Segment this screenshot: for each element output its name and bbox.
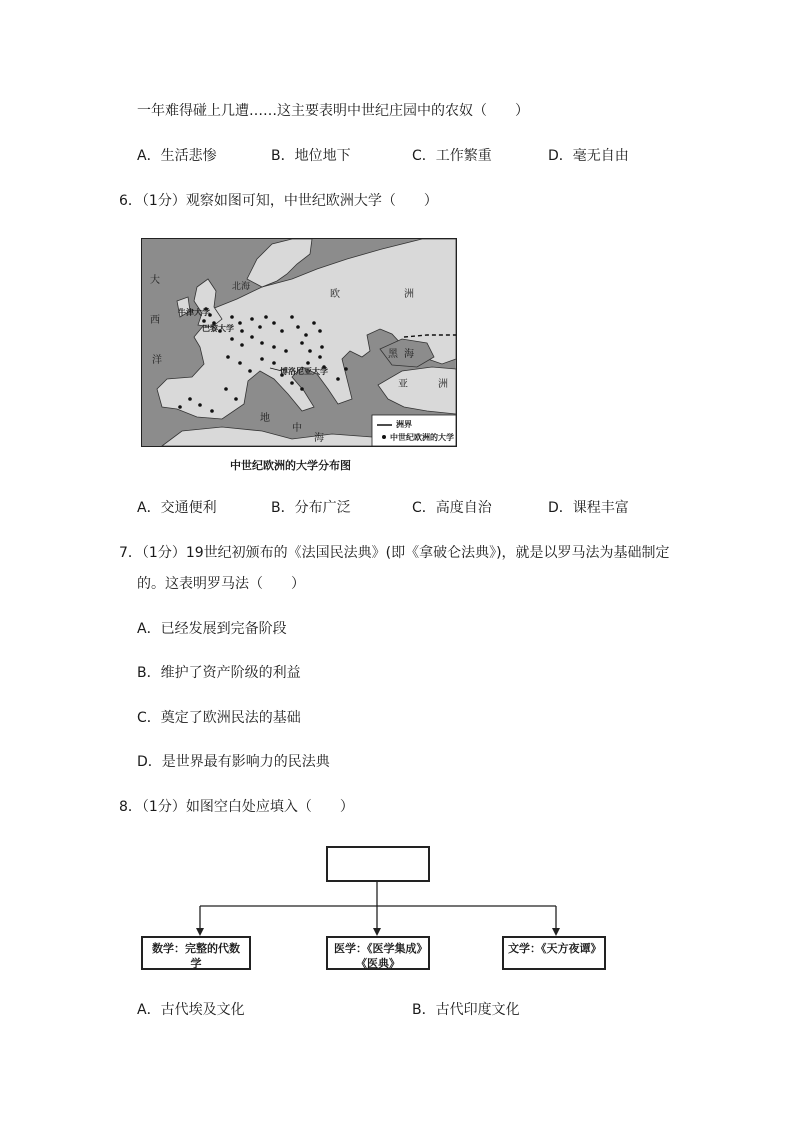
university-dot bbox=[210, 409, 214, 413]
q6-option-a[interactable]: A．交通便利 bbox=[137, 500, 217, 516]
q7-option-c[interactable]: C．奠定了欧洲民法的基础 bbox=[137, 710, 301, 726]
map-legend-border-label: 洲界 bbox=[396, 420, 412, 429]
q7-stem-line1: 7．（1分）19世纪初颁布的《法国民法典》(即《拿破仑法典》)，就是以罗马法为基础制定 bbox=[119, 545, 670, 561]
map-label-bologna: 博洛尼亚大学 bbox=[280, 367, 328, 376]
map-graphic bbox=[142, 239, 456, 446]
map-caption: 中世纪欧洲的大学分布图 bbox=[230, 459, 351, 472]
university-dot bbox=[178, 405, 182, 409]
university-dot bbox=[230, 315, 234, 319]
university-dot bbox=[198, 403, 202, 407]
university-dot bbox=[304, 333, 308, 337]
university-dot bbox=[306, 361, 310, 365]
university-dot bbox=[264, 315, 268, 319]
university-dot bbox=[234, 397, 238, 401]
q5-option-b[interactable]: B．地位地下 bbox=[271, 148, 351, 164]
university-dot bbox=[336, 377, 340, 381]
diagram-literature-text: 文学：《天方夜谭》 bbox=[508, 942, 602, 955]
q5-option-d[interactable]: D．毫无自由 bbox=[548, 148, 629, 164]
university-dot bbox=[250, 335, 254, 339]
map-label-atlantic-3: 洋 bbox=[152, 355, 162, 366]
university-dot bbox=[300, 387, 304, 391]
q5-option-c[interactable]: C．工作繁重 bbox=[412, 148, 492, 164]
q8-option-b[interactable]: B．古代印度文化 bbox=[412, 1002, 520, 1018]
q7-option-d[interactable]: D．是世界最有影响力的民法典 bbox=[137, 754, 330, 770]
university-dot bbox=[318, 329, 322, 333]
q8-option-a[interactable]: A．古代埃及文化 bbox=[137, 1002, 245, 1018]
university-dot bbox=[224, 387, 228, 391]
map-label-atlantic-1: 大 bbox=[150, 275, 160, 286]
map-label-europe-1: 欧 bbox=[330, 289, 340, 300]
q6-option-d[interactable]: D．课程丰富 bbox=[548, 500, 629, 516]
university-dot bbox=[272, 345, 276, 349]
university-dot bbox=[240, 343, 244, 347]
university-dot bbox=[284, 349, 288, 353]
university-dot bbox=[272, 361, 276, 365]
britain bbox=[194, 279, 222, 327]
university-dot bbox=[318, 355, 322, 359]
university-dot bbox=[188, 397, 192, 401]
map-label-asia-1: 亚 bbox=[398, 379, 408, 390]
q6-option-c[interactable]: C．高度自治 bbox=[412, 500, 492, 516]
map-legend-univ-label: 中世纪欧洲的大学 bbox=[390, 433, 454, 442]
university-dot bbox=[308, 349, 312, 353]
legend-dot bbox=[382, 435, 386, 439]
diagram-math-box bbox=[141, 936, 251, 970]
university-dot bbox=[290, 315, 294, 319]
university-dot bbox=[230, 337, 234, 341]
q5-stem-tail: 一年难得碰上几遭……这主要表明中世纪庄园中的农奴（ ） bbox=[137, 103, 529, 119]
university-dot bbox=[320, 345, 324, 349]
q7-stem-line2: 的。这表明罗马法（ ） bbox=[137, 576, 305, 592]
map-label-black-sea-2: 海 bbox=[404, 349, 414, 360]
q6-stem: 6．（1分）观察如图可知，中世纪欧洲大学（ ） bbox=[119, 193, 438, 209]
map-label-asia-2: 洲 bbox=[438, 379, 448, 390]
q7-option-a[interactable]: A．已经发展到完备阶段 bbox=[137, 621, 287, 637]
university-dot bbox=[296, 325, 300, 329]
university-dot bbox=[248, 369, 252, 373]
university-dot bbox=[344, 367, 348, 371]
university-dot bbox=[290, 381, 294, 385]
q8-stem: 8．（1分）如图空白处应填入（ ） bbox=[119, 799, 354, 815]
diagram-literature-box bbox=[502, 936, 606, 970]
q7-option-b[interactable]: B．维护了资产阶级的利益 bbox=[137, 665, 301, 681]
diagram-medicine-text: 医学：《医学集成》《医典》 bbox=[334, 942, 422, 970]
map-label-med-3: 海 bbox=[314, 433, 324, 444]
map-label-med-1: 地 bbox=[260, 413, 270, 424]
university-dot bbox=[238, 321, 242, 325]
university-dot bbox=[258, 325, 262, 329]
map-label-paris: 巴黎大学 bbox=[202, 324, 234, 333]
diagram-math-text: 数学：完整的代数学 bbox=[152, 942, 240, 970]
map-label-north-sea: 北海 bbox=[232, 282, 251, 292]
q5-option-a[interactable]: A．生活悲惨 bbox=[137, 148, 217, 164]
map-label-oxford: 牛津大学 bbox=[178, 308, 210, 317]
q6-option-b[interactable]: B．分布广泛 bbox=[271, 500, 351, 516]
university-dot bbox=[300, 341, 304, 345]
university-dot bbox=[280, 329, 284, 333]
university-dot bbox=[312, 321, 316, 325]
university-dot bbox=[240, 329, 244, 333]
map-label-black-sea: 黑 bbox=[388, 349, 398, 360]
university-dot bbox=[226, 355, 230, 359]
map-label-europe-2: 洲 bbox=[404, 289, 414, 300]
diagram-blank-text bbox=[328, 848, 428, 854]
map-label-atlantic-2: 西 bbox=[150, 315, 160, 326]
diagram-blank-box bbox=[326, 846, 430, 882]
diagram-connectors bbox=[190, 882, 570, 938]
university-dot bbox=[272, 321, 276, 325]
university-dot bbox=[250, 317, 254, 321]
europe-university-map bbox=[141, 238, 457, 447]
university-dot bbox=[238, 361, 242, 365]
university-dot bbox=[260, 357, 264, 361]
map-label-med-2: 中 bbox=[292, 423, 302, 434]
diagram-medicine-box bbox=[326, 936, 430, 970]
university-dot bbox=[260, 341, 264, 345]
